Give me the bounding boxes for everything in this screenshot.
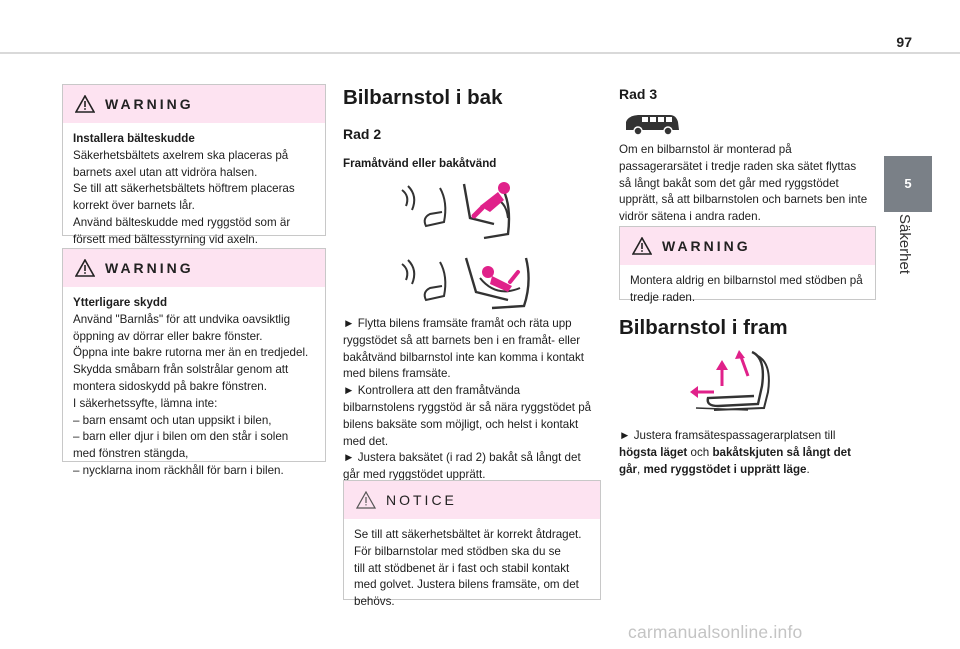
bold-moved-back: bakåtskjuten så långt det xyxy=(712,445,851,459)
section-title-front: Bilbarnstol i fram xyxy=(619,316,788,339)
notice-line: till att stödbenet är i fast och stabil kontakt xyxy=(354,561,570,575)
warning-body xyxy=(63,287,325,488)
warning-line: Använd bälteskudde med ryggstöd som är xyxy=(73,215,291,229)
warning-line: Skydda småbarn från solstrålar genom att xyxy=(73,363,289,377)
instruction-line: upprätt, så att bilbarnstolen och barnets ben inte xyxy=(619,193,868,207)
warning-box-seat-booster xyxy=(62,84,326,246)
instruction-line: bilbarnstolens ryggstöd är så nära ryggstödet på xyxy=(343,400,592,414)
row3-instructions xyxy=(619,142,881,226)
warning-line: Montera aldrig en bilbarnstol med stödben på xyxy=(630,274,863,287)
warning-body xyxy=(620,265,875,315)
header-rule xyxy=(0,52,960,54)
rear-instructions xyxy=(343,316,605,484)
instruction-line: med bilens framsäte. xyxy=(343,367,451,381)
instruction-line: ryggstödet så att barnets ben i en framåt- eller xyxy=(343,333,581,347)
section-tab[interactable] xyxy=(884,156,932,212)
notice-box xyxy=(343,480,601,609)
bold-goes: går xyxy=(619,462,638,476)
warning-line: Säkerhetsbältets axelrem ska placeras på xyxy=(73,148,289,162)
notice-body xyxy=(344,519,600,619)
notice-triangle-icon xyxy=(356,491,376,509)
warning-triangle-icon xyxy=(75,259,95,277)
van-icon xyxy=(622,112,682,138)
row3-heading-block xyxy=(619,86,657,102)
watermark: carmanualsonline.info xyxy=(628,622,803,642)
warning-line: barnets axel utan att vidröra halsen. xyxy=(73,165,258,179)
subtitle-row2: Rad 2 xyxy=(343,126,382,142)
section-tab-number: 5 xyxy=(904,176,912,191)
warning-line: öppning av dörrar eller bakre fönster. xyxy=(73,329,263,343)
warning-title: WARNING xyxy=(105,96,194,112)
warning-triangle-icon xyxy=(632,237,652,255)
notice-line: För bilbarnstolar med stödben ska du se xyxy=(354,544,561,558)
instruction-line xyxy=(619,428,881,445)
warning-line: – barn ensamt och utan uppsikt i bilen, xyxy=(73,413,272,427)
rear-facing-seat-illustration xyxy=(396,252,536,312)
instruction-line: går med ryggstödet upprätt. xyxy=(343,468,486,482)
front-instructions xyxy=(619,428,881,478)
instruction-line: med det. xyxy=(343,434,389,448)
instruction-prefix: ► Justera framsätespassagerarplatsen till xyxy=(619,429,836,442)
section-title-rear: Bilbarnstol i bak xyxy=(343,86,503,109)
instruction-comma: , xyxy=(637,462,644,476)
warning-title: WARNING xyxy=(662,238,751,254)
page-number: 97 xyxy=(896,34,912,50)
instruction-line: ► Flytta bilens framsäte framåt och räta upp xyxy=(343,317,572,330)
bold-highest-position: högsta läget xyxy=(619,445,688,459)
instruction-line: bilens baksäte som möjligt, och helst i kontakt xyxy=(343,417,579,431)
forward-facing-seat-illustration xyxy=(396,178,536,242)
warning-heading: Ytterligare skydd xyxy=(73,296,168,309)
instruction-line: passagerarsätet i tredje raden ska sätet flyttas xyxy=(619,159,857,173)
warning-line: Använd "Barnlås" för att undvika oavsiktlig xyxy=(73,312,291,326)
instruction-end: . xyxy=(806,462,810,476)
warning-header xyxy=(63,249,325,287)
warning-box-extra-protection xyxy=(62,248,326,477)
warning-line: tredje raden. xyxy=(630,290,696,304)
instruction-line: Om en bilbarnstol är monterad på xyxy=(619,143,792,156)
instruction-line xyxy=(619,462,881,479)
front-heading-block xyxy=(619,316,788,340)
warning-line: med fönstren stängda, xyxy=(73,447,189,461)
notice-title: NOTICE xyxy=(386,492,457,508)
warning-line: korrekt över barnets lår. xyxy=(73,199,195,213)
subtitle-row3: Rad 3 xyxy=(619,86,658,102)
instruction-line: vidrör sätena i andra raden. xyxy=(619,210,761,224)
warning-title: WARNING xyxy=(105,260,194,276)
instruction-line: ► Justera baksätet (i rad 2) bakåt så långt det xyxy=(343,451,581,465)
notice-line: behövs. xyxy=(354,595,395,609)
warning-line: Se till att säkerhetsbältets höftrem placeras xyxy=(73,182,295,196)
instruction-line xyxy=(619,445,881,462)
warning-line: försett med bältesstyrning vid axeln. xyxy=(73,232,258,246)
warning-header xyxy=(620,227,875,265)
warning-line: I säkerhetssyfte, lämna inte: xyxy=(73,396,218,410)
instruction-line: så långt bakåt som det går med ryggstödet xyxy=(619,176,839,190)
bold-backrest-upright: med ryggstödet i upprätt läge xyxy=(643,462,807,476)
section-label-text: Säkerhet xyxy=(896,214,913,275)
warning-heading: Installera bälteskudde xyxy=(73,132,195,145)
warning-triangle-icon xyxy=(75,95,95,113)
section-label xyxy=(896,214,916,294)
notice-header xyxy=(344,481,600,519)
warning-line: montera sidoskydd på bakre fönstren. xyxy=(73,379,267,393)
subheading-orientation: Framåtvänd eller bakåtvänd xyxy=(343,157,497,170)
warning-body xyxy=(63,123,325,257)
warning-line: – nycklarna inom räckhåll för barn i bilen. xyxy=(73,463,284,477)
warning-header xyxy=(63,85,325,123)
notice-line: Se till att säkerhetsbältet är korrekt åtdraget. xyxy=(354,528,582,541)
instruction-and: och xyxy=(687,445,713,459)
warning-line: – barn eller djur i bilen om den står i solen xyxy=(73,430,289,444)
instruction-line: ► Kontrollera att den framåtvända xyxy=(343,384,521,398)
notice-line: med golvet. Justera bilens framsäte, om det xyxy=(354,578,579,592)
front-seat-adjust-illustration xyxy=(688,346,784,416)
warning-line: Öppna inte bakre rutorna mer än en tredjedel. xyxy=(73,346,309,360)
warning-box-row3 xyxy=(619,226,876,304)
middle-column xyxy=(343,86,603,170)
instruction-line: bakåtvänd bilbarnstol inte kan komma i kontakt xyxy=(343,350,585,364)
